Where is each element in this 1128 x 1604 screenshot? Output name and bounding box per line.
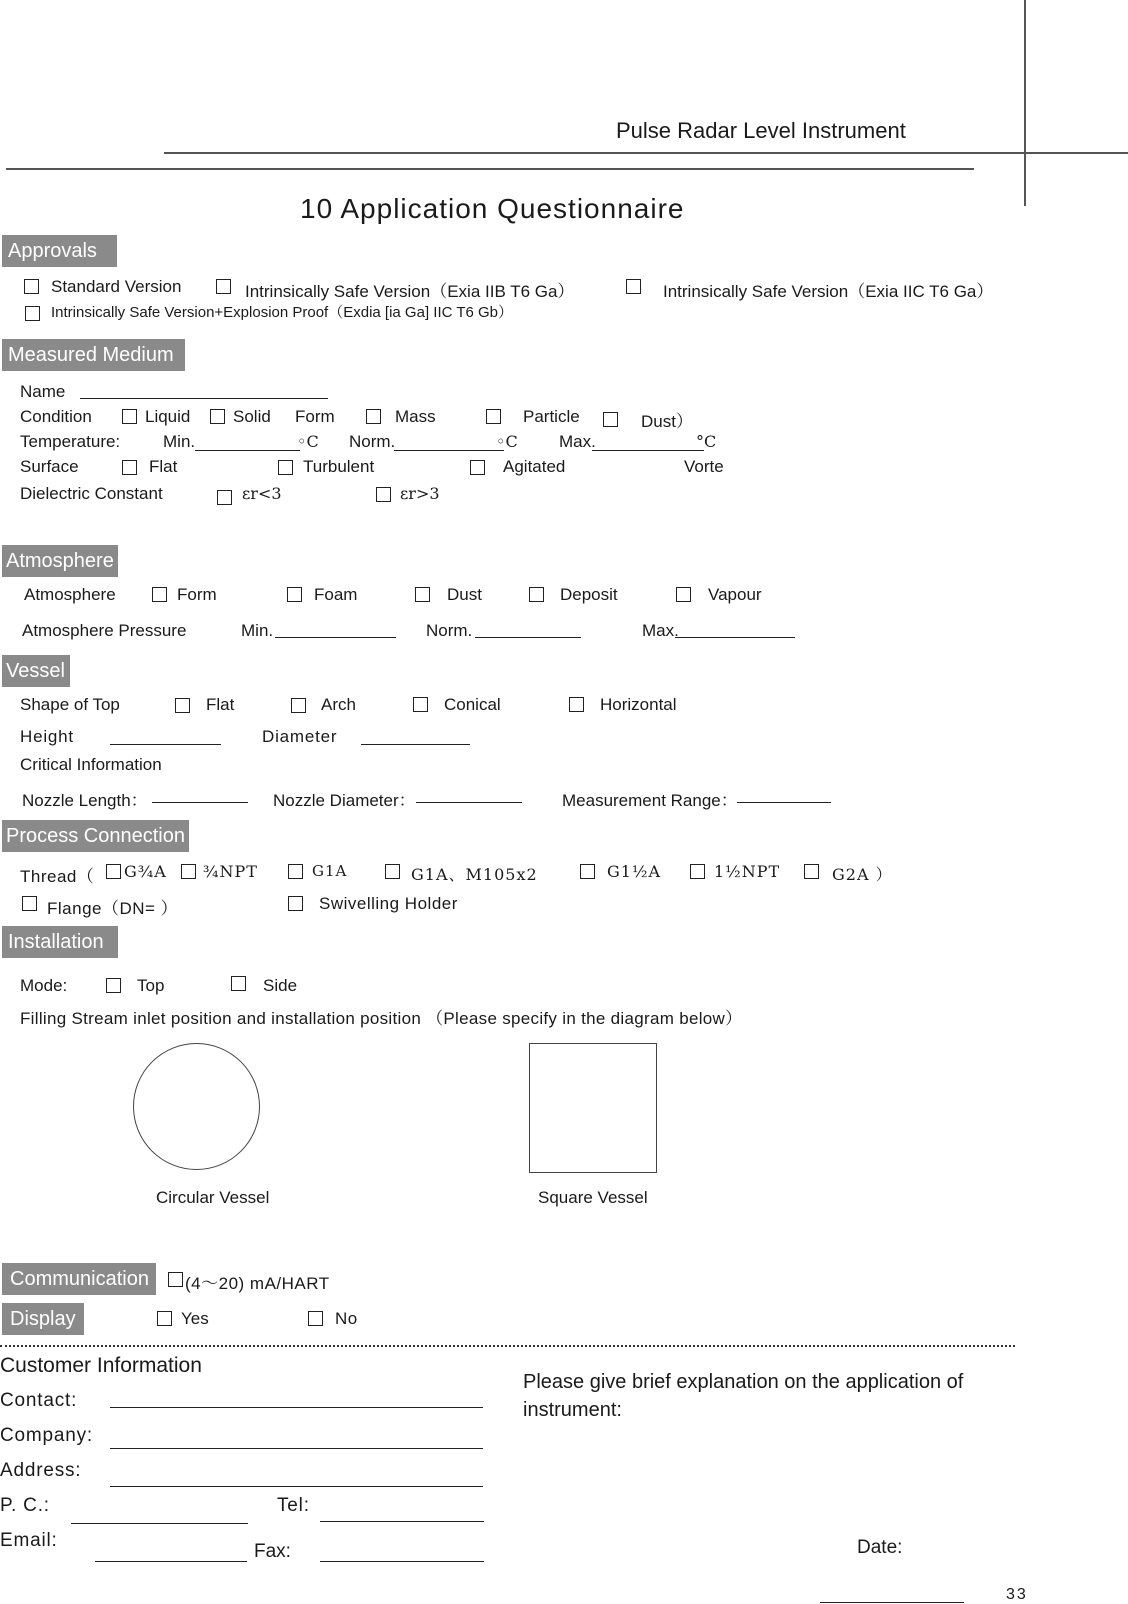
header-rule-bottom [6, 168, 974, 170]
customer-info-heading: Customer Information [0, 1354, 202, 1377]
top-arch-label: Arch [321, 695, 356, 714]
surface-flat-checkbox[interactable] [122, 460, 137, 475]
thread-1-5npt-checkbox[interactable] [690, 864, 705, 879]
temp-norm-field[interactable] [394, 450, 504, 451]
atmosphere-form-checkbox[interactable] [152, 587, 167, 602]
surface-label: Surface [20, 457, 79, 476]
company-field[interactable] [110, 1448, 483, 1449]
flange-checkbox[interactable] [22, 896, 37, 911]
header-rule-top [164, 152, 1128, 154]
page-title: 10 Application Questionnaire [300, 193, 685, 224]
temp-min-label: Min. [163, 432, 196, 451]
circular-vessel-caption: Circular Vessel [156, 1188, 270, 1207]
communication-hart-checkbox[interactable] [168, 1272, 183, 1287]
atmosphere-vapour-checkbox[interactable] [676, 587, 691, 602]
temp-min-field[interactable] [195, 450, 300, 451]
dielectric-label: Dielectric Constant [20, 484, 163, 503]
pressure-max-label: Max. [642, 621, 679, 640]
running-title: Pulse Radar Level Instrument [616, 118, 906, 143]
pressure-norm-label: Norm. [426, 621, 473, 640]
nozzle-length-field[interactable] [152, 802, 248, 803]
measured-medium-heading: Measured Medium [2, 339, 185, 371]
thread-g2a-checkbox[interactable] [804, 864, 819, 879]
communication-hart-label: (4～20) mA/HART [185, 1274, 330, 1293]
application-explanation-prompt: Please give brief explanation on the application of instrument: [523, 1371, 964, 1421]
atmosphere-dust-checkbox[interactable] [415, 587, 430, 602]
dielectric-low-label: εr<3 [242, 484, 282, 503]
contact-label: Contact: [0, 1390, 78, 1411]
height-label: Height [20, 727, 74, 746]
atmosphere-deposit-checkbox[interactable] [529, 587, 544, 602]
approvals-heading: Approvals [2, 235, 117, 267]
diameter-field[interactable] [361, 744, 470, 745]
critical-info-label: Critical Information [20, 755, 162, 774]
temp-min-unit: ◦C [297, 432, 319, 451]
dielectric-low-checkbox[interactable] [217, 490, 232, 505]
atmosphere-deposit-label: Deposit [560, 585, 618, 604]
pressure-min-label: Min. [241, 621, 274, 640]
thread-g1a-m105-checkbox[interactable] [385, 864, 400, 879]
shape-of-top-label: Shape of Top [20, 695, 120, 714]
pressure-norm-field[interactable] [475, 637, 581, 638]
condition-particle-checkbox[interactable] [486, 409, 501, 424]
condition-dust-label: Dust） [641, 412, 693, 431]
display-no-label: No [335, 1309, 358, 1328]
approval-exdia-checkbox[interactable] [25, 306, 40, 321]
swivel-holder-label: Swivelling Holder [319, 894, 458, 913]
approval-exdia-label: Intrinsically Safe Version+Explosion Proof（Exdia [ia Ga] IIC T6 Gb） [51, 304, 514, 321]
thread-1-5npt-label: 1½NPT [714, 862, 781, 881]
atmosphere-form-label: Form [177, 585, 217, 604]
atmosphere-label: Atmosphere [24, 585, 116, 604]
temp-norm-label: Norm. [349, 432, 396, 451]
square-vessel-caption: Square Vessel [538, 1188, 648, 1207]
atmosphere-pressure-label: Atmosphere Pressure [22, 621, 187, 640]
temp-max-unit: °C [696, 432, 717, 451]
contact-field[interactable] [110, 1407, 483, 1408]
thread-label: Thread（ [20, 867, 95, 886]
surface-turbulent-label: Turbulent [303, 457, 375, 476]
medium-name-field[interactable] [80, 398, 328, 399]
temp-norm-unit: ◦C [496, 432, 518, 451]
condition-solid-checkbox[interactable] [210, 409, 225, 424]
date-label: Date: [857, 1537, 903, 1558]
top-arch-checkbox[interactable] [291, 698, 306, 713]
approval-exia-iic-checkbox[interactable] [626, 279, 641, 294]
email-field[interactable] [95, 1561, 247, 1562]
dielectric-high-label: εr>3 [400, 484, 440, 503]
fax-field[interactable] [320, 1561, 484, 1562]
process-connection-heading: Process Connection [2, 820, 189, 852]
measurement-range-label: Measurement Range： [562, 791, 738, 810]
email-label: Email: [0, 1530, 58, 1551]
atmosphere-foam-checkbox[interactable] [287, 587, 302, 602]
fax-label: Fax: [254, 1541, 291, 1562]
thread-34npt-label: ¾NPT [203, 862, 258, 881]
nozzle-diameter-field[interactable] [416, 802, 522, 803]
height-field[interactable] [110, 744, 221, 745]
thread-34npt-checkbox[interactable] [181, 864, 196, 879]
surface-flat-label: Flat [149, 457, 178, 476]
tel-label: Tel: [277, 1495, 310, 1516]
pressure-max-field[interactable] [675, 637, 795, 638]
atmosphere-heading: Atmosphere [2, 545, 118, 577]
condition-label: Condition [20, 407, 92, 426]
approval-exia-iic-label: Intrinsically Safe Version（Exia IIC T6 Ga） [663, 282, 994, 301]
atmosphere-vapour-label: Vapour [708, 585, 762, 604]
address-field[interactable] [110, 1486, 483, 1487]
vessel-heading: Vessel [2, 655, 70, 687]
circular-vessel-diagram[interactable] [133, 1043, 260, 1170]
condition-solid-label: Solid [233, 407, 271, 426]
nozzle-diameter-label: Nozzle Diameter： [273, 791, 416, 810]
surface-agitated-checkbox[interactable] [470, 460, 485, 475]
thread-g1-5a-checkbox[interactable] [580, 864, 595, 879]
temp-max-field[interactable] [592, 450, 704, 451]
atmosphere-foam-label: Foam [314, 585, 358, 604]
top-flat-label: Flat [206, 695, 235, 714]
thread-g34a-checkbox[interactable] [106, 864, 121, 879]
flange-label: Flange（DN= ） [47, 899, 179, 918]
surface-agitated-label: Agitated [503, 457, 566, 476]
top-horizontal-checkbox[interactable] [569, 697, 584, 712]
approval-exia-iib-label: Intrinsically Safe Version（Exia IIB T6 Ga） [245, 282, 575, 301]
approval-standard-label: Standard Version [51, 277, 182, 296]
measurement-range-field[interactable] [737, 802, 831, 803]
company-label: Company: [0, 1425, 93, 1446]
dielectric-high-checkbox[interactable] [376, 487, 391, 502]
condition-liquid-checkbox[interactable] [122, 409, 137, 424]
mode-top-checkbox[interactable] [106, 978, 121, 993]
mode-label: Mode: [20, 976, 68, 995]
mode-top-label: Top [137, 976, 165, 995]
atmosphere-dust-label: Dust [447, 585, 482, 604]
pc-field[interactable] [71, 1523, 248, 1524]
top-horizontal-label: Horizontal [600, 695, 677, 714]
condition-liquid-label: Liquid [145, 407, 191, 426]
mode-side-checkbox[interactable] [231, 976, 246, 991]
temperature-label: Temperature: [20, 432, 121, 451]
diameter-label: Diameter [262, 727, 338, 746]
top-conical-checkbox[interactable] [413, 697, 428, 712]
installation-instruction: Filling Stream inlet position and installation position （Please specify in the diagram below） [20, 1009, 743, 1028]
dotted-separator [0, 1345, 1015, 1347]
condition-particle-label: Particle [523, 407, 580, 426]
display-yes-checkbox[interactable] [157, 1311, 172, 1326]
display-heading: Display [2, 1303, 84, 1335]
thread-g1a-label: G1A [312, 862, 348, 880]
surface-vortex-label: Vorte [684, 457, 724, 476]
top-flat-checkbox[interactable] [175, 698, 190, 713]
surface-turbulent-checkbox[interactable] [278, 460, 293, 475]
tel-field[interactable] [320, 1521, 484, 1522]
thread-g34a-label: G¾A [124, 862, 167, 881]
display-yes-label: Yes [181, 1309, 209, 1328]
pc-label: P. C.: [0, 1495, 50, 1516]
approval-exia-iib-checkbox[interactable] [216, 279, 231, 294]
condition-form-label: Form [295, 407, 335, 426]
thread-g1a-checkbox[interactable] [288, 864, 303, 879]
condition-mass-label: Mass [395, 407, 436, 426]
temp-max-label: Max. [559, 432, 596, 451]
mode-side-label: Side [263, 976, 298, 995]
condition-dust-checkbox[interactable] [603, 412, 618, 427]
installation-heading: Installation [2, 926, 118, 958]
swivel-holder-checkbox[interactable] [288, 896, 303, 911]
address-label: Address: [0, 1460, 82, 1481]
nozzle-length-label: Nozzle Length： [22, 791, 148, 810]
medium-name-label: Name [20, 382, 66, 401]
thread-g1a-m105-label: G1A、M105x2 [411, 865, 538, 884]
thread-g2a-label: G2A ） [832, 865, 893, 884]
header-vertical-rule [1024, 0, 1026, 206]
square-vessel-diagram[interactable] [529, 1043, 657, 1173]
display-no-checkbox[interactable] [308, 1311, 323, 1326]
condition-mass-checkbox[interactable] [366, 409, 381, 424]
page-number: 33 [1006, 1586, 1028, 1603]
top-conical-label: Conical [444, 695, 501, 714]
pressure-min-field[interactable] [275, 637, 396, 638]
thread-g1-5a-label: G1½A [607, 862, 662, 881]
approval-standard-checkbox[interactable] [24, 279, 39, 294]
communication-heading: Communication [2, 1263, 156, 1295]
